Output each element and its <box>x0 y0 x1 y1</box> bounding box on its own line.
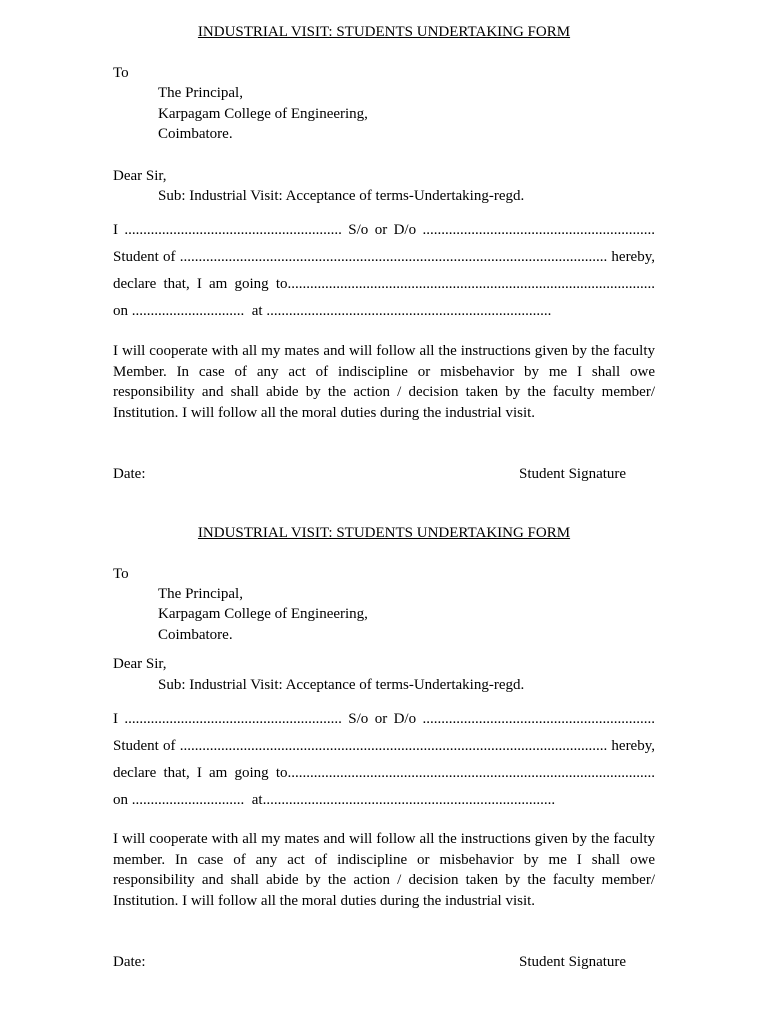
signature-label: Student Signature <box>519 954 627 970</box>
address-line: Karpagam College of Engineering, <box>158 606 368 622</box>
form-title: INDUSTRIAL VISIT: STUDENTS UNDERTAKING FORM <box>197 24 571 40</box>
fill-line-name: I .......................................................... S/o or D/o .............................................................. <box>113 222 655 238</box>
undertaking-paragraph <box>113 829 655 911</box>
fill-line-going-to: declare that, I am going to.................................................................................................. <box>113 276 655 292</box>
address-line: The Principal, <box>158 586 243 602</box>
fill-line-student-of: Student of .................................................................................................................. hereby, <box>113 249 655 265</box>
subject-line: Sub: Industrial Visit: Acceptance of terms-Undertaking-regd. <box>158 188 525 204</box>
to-label: To <box>113 566 129 582</box>
address-line: Karpagam College of Engineering, <box>158 106 368 122</box>
paragraph-line: responsibility and shall abide by the action / decision taken by the faculty member/ <box>113 872 655 888</box>
paragraph-line: I will cooperate with all my mates and will follow all the instructions given by the faculty <box>113 343 655 359</box>
fill-line-on-at: on .............................. at ............................................................................ <box>113 303 552 319</box>
subject-line: Sub: Industrial Visit: Acceptance of terms-Undertaking-regd. <box>158 677 525 693</box>
paragraph-line: Institution. I will follow all the moral duties during the industrial visit. <box>113 404 536 421</box>
fill-line-on-at: on .............................. at.............................................................................. <box>113 792 556 808</box>
undertaking-paragraph <box>113 341 655 423</box>
form-title: INDUSTRIAL VISIT: STUDENTS UNDERTAKING FORM <box>197 525 571 541</box>
to-label: To <box>113 65 129 81</box>
fill-line-going-to: declare that, I am going to.................................................................................................. <box>113 765 655 781</box>
date-label: Date: <box>113 954 146 970</box>
paragraph-line: responsibility and shall abide by the action / decision taken by the faculty member/ <box>113 384 655 400</box>
paragraph-line: Institution. I will follow all the moral duties during the industrial visit. <box>113 892 536 909</box>
address-line: The Principal, <box>158 85 243 101</box>
paragraph-line: I will cooperate with all my mates and will follow all the instructions given by the faculty <box>113 831 655 847</box>
fill-line-name: I .......................................................... S/o or D/o .............................................................. <box>113 711 655 727</box>
fill-line-student-of: Student of .................................................................................................................. hereby, <box>113 738 655 754</box>
signature-label: Student Signature <box>519 466 627 482</box>
salutation: Dear Sir, <box>113 656 167 672</box>
address-line: Coimbatore. <box>158 126 233 142</box>
date-label: Date: <box>113 466 146 482</box>
paragraph-line: member. In case of any act of indiscipline or misbehavior by me I shall owe <box>113 851 655 868</box>
address-line: Coimbatore. <box>158 627 233 643</box>
paragraph-line: Member. In case of any act of indiscipline or misbehavior by me I shall owe <box>113 363 655 380</box>
salutation: Dear Sir, <box>113 168 167 184</box>
